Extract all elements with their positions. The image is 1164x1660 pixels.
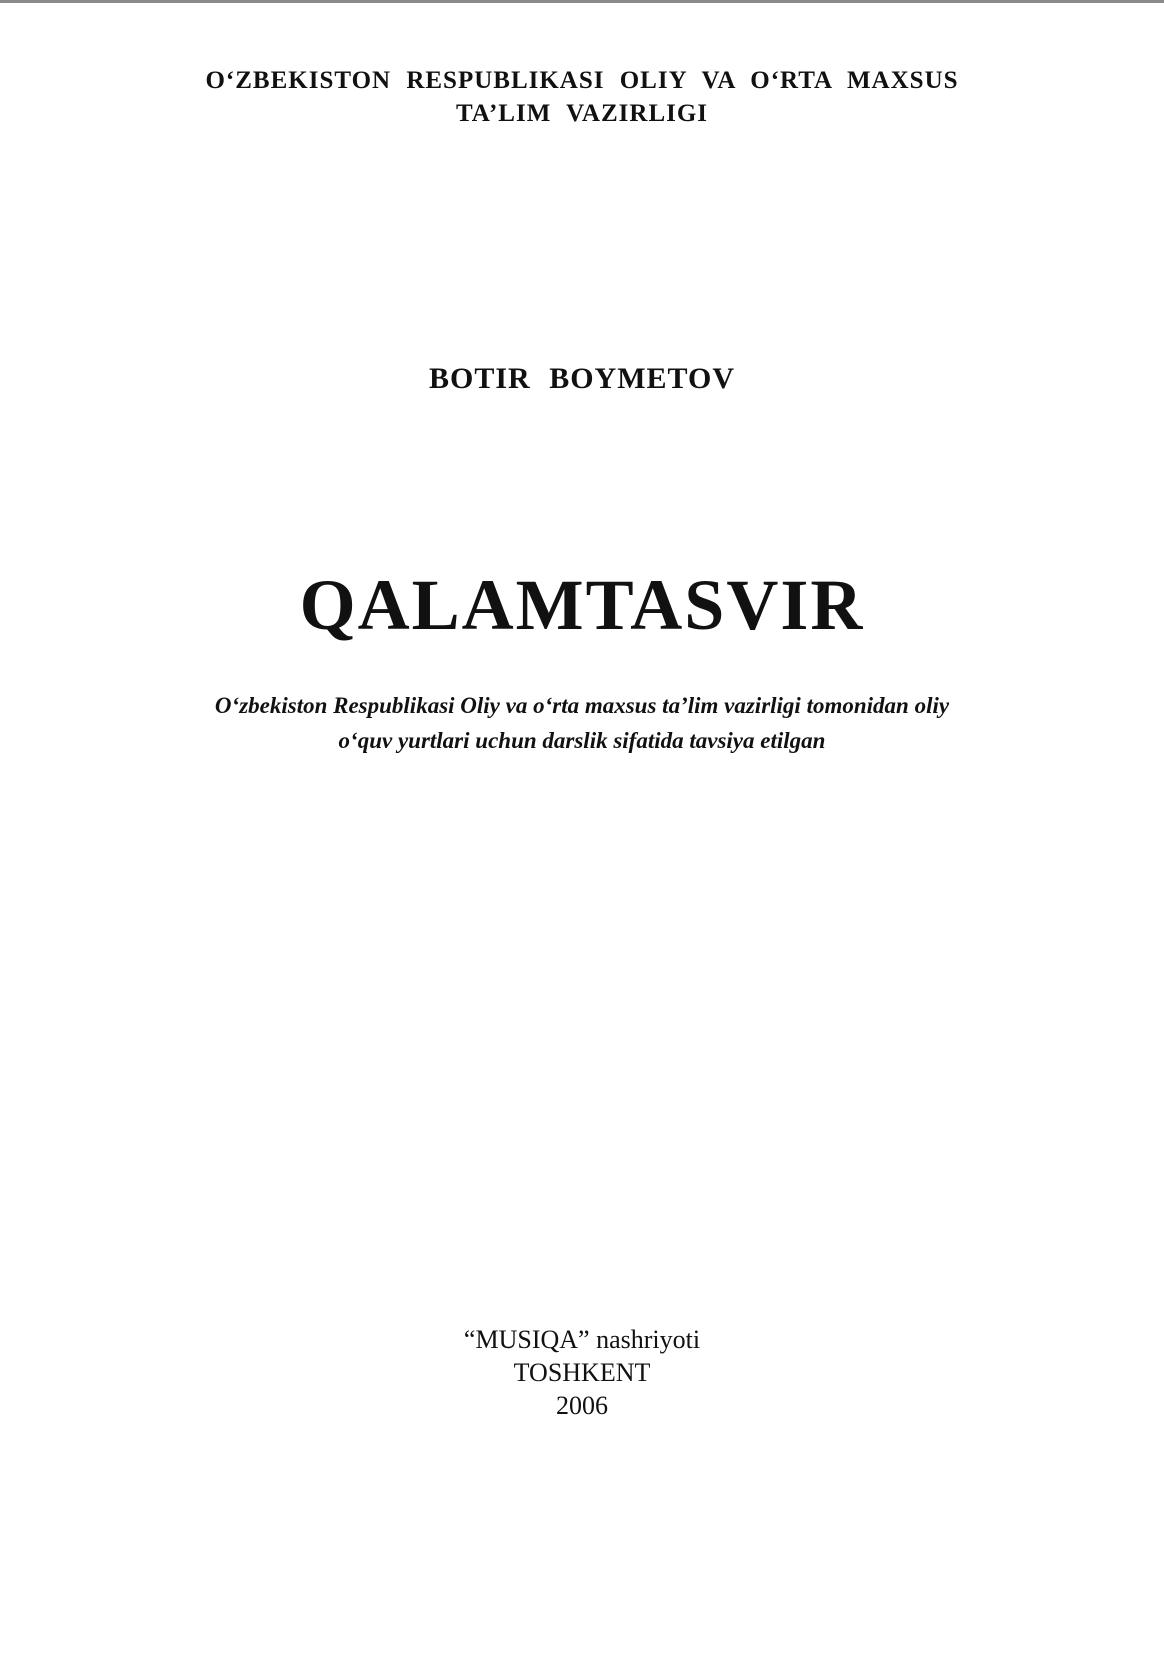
ministry-line-1: O‘ZBEKISTON RESPUBLIKASI OLIY VA O‘RTA MAXSUS [205, 67, 959, 94]
ministry-header [0, 64, 1164, 130]
publisher-name: “MUSIQA” nashriyoti [463, 1325, 701, 1354]
author-name: BOTIR BOYMETOV [429, 362, 735, 395]
ministry-line-2: TA’LIM VAZIRLIGI [455, 100, 709, 127]
publication-year: 2006 [556, 1391, 608, 1420]
recommendation-line-2: o‘quv yurtlari uchun darslik sifatida tavsiya etilgan [338, 728, 826, 753]
recommendation-note [0, 688, 1164, 758]
book-title: QALAMTASVIR [299, 565, 865, 645]
imprint [0, 1323, 1164, 1422]
publication-city: TOSHKENT [513, 1358, 651, 1387]
recommendation-line-1: O‘zbekiston Respublikasi Oliy va o‘rta maxsus ta’lim vazirligi tomonidan oliy [214, 693, 950, 718]
